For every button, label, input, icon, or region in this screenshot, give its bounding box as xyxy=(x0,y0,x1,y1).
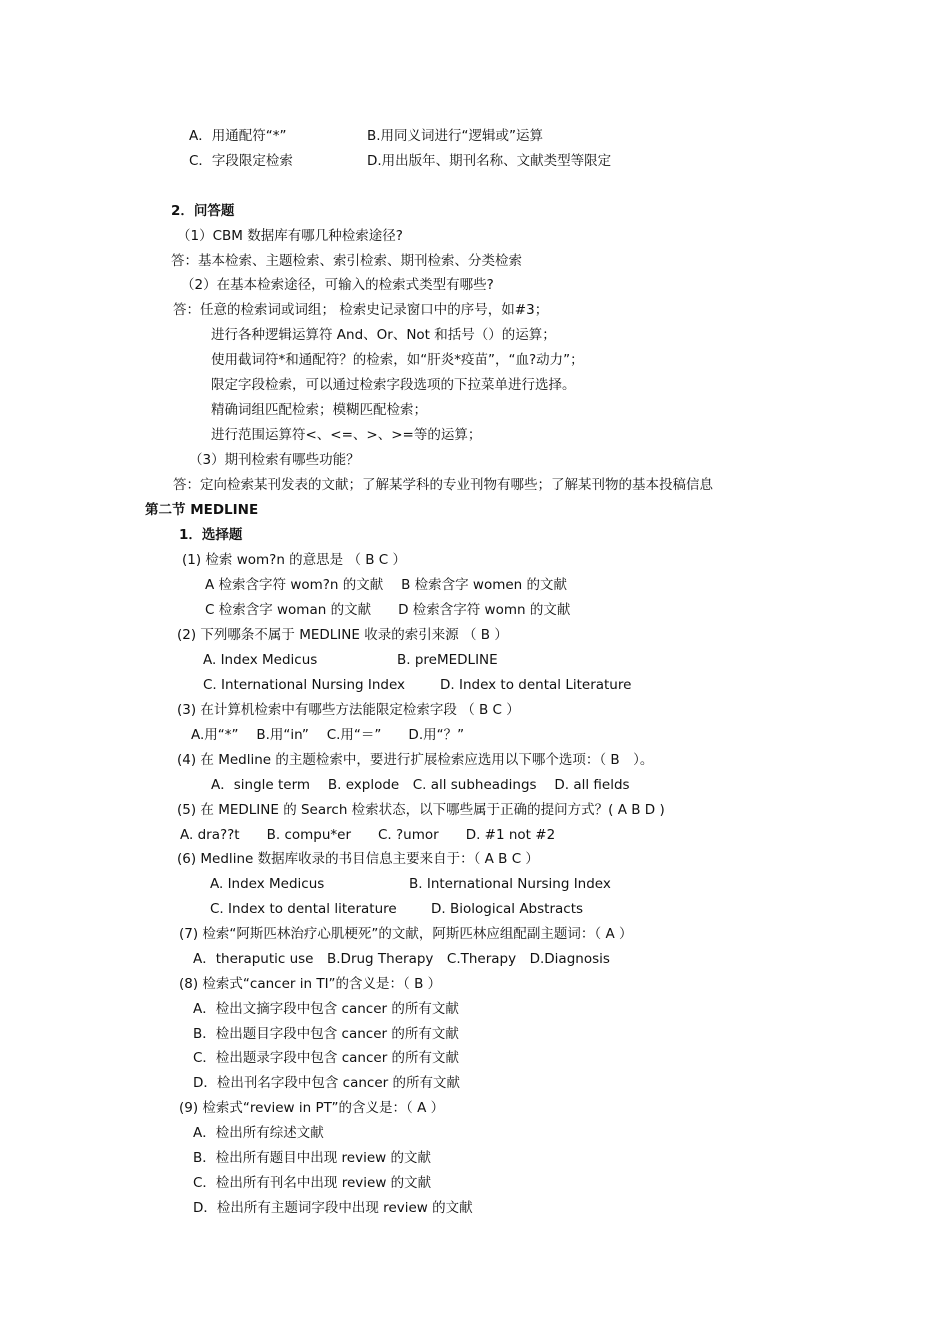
option-d: D.用出版年、期刊名称、文献类型等限定 xyxy=(367,153,612,169)
question-3-stem: (3) 在计算机检索中有哪些方法能限定检索字段 （ B C ） xyxy=(177,702,520,718)
question-8-option: D．检出刊名字段中包含 cancer 的所有文献 xyxy=(193,1075,461,1091)
question-8-option: B．检出题目字段中包含 cancer 的所有文献 xyxy=(193,1026,459,1042)
qa-answer-2-item: 进行范围运算符<、<=、>、>=等的运算； xyxy=(211,427,482,443)
question-2-option-b: B. preMEDLINE xyxy=(397,652,498,668)
question-6-stem: (6) Medline 数据库收录的书目信息主要来自于：（ A B C ） xyxy=(177,851,539,867)
question-4-stem: (4) 在 Medline 的主题检索中，要进行扩展检索应选用以下哪个选项：（ B ）。 xyxy=(177,752,654,768)
question-6-option-a: A. Index Medicus xyxy=(210,876,325,892)
question-9-option: C．检出所有刊名中出现 review 的文献 xyxy=(193,1175,432,1191)
option-c: C．字段限定检索 xyxy=(189,153,293,169)
question-6-option-c: C. Index to dental literature xyxy=(210,901,397,917)
question-3-options: A.用“*” B.用“in” C.用“＝” D.用“？” xyxy=(191,727,465,743)
question-9-option: D．检出所有主题词字段中出现 review 的文献 xyxy=(193,1200,473,1216)
qa-answer-1: 答：基本检索、主题检索、索引检索、期刊检索、分类检索 xyxy=(171,253,522,269)
question-1-stem: (1) 检索 wom?n 的意思是 （ B C ） xyxy=(182,552,407,568)
question-2-option-d: D. Index to dental Literature xyxy=(440,677,632,693)
qa-question-2: （2）在基本检索途径，可输入的检索式类型有哪些? xyxy=(181,277,494,293)
qa-heading: 2．问答题 xyxy=(171,203,235,219)
qa-question-1: （1）CBM 数据库有哪几种检索途径? xyxy=(177,228,403,244)
question-1-options-cd: C 检索含字 woman 的文献 D 检索含字符 womn 的文献 xyxy=(205,602,571,618)
question-2-option-a: A. Index Medicus xyxy=(203,652,318,668)
qa-answer-2-item: 进行各种逻辑运算符 And、Or、Not 和括号（）的运算； xyxy=(211,327,556,343)
qa-answer-2: 答：任意的检索词或词组； 检索史记录窗口中的序号，如#3； xyxy=(173,302,549,318)
qa-answer-2-item: 使用截词符*和通配符？的检索，如“肝炎*疫苗”，“血?动力”； xyxy=(211,352,584,368)
qa-answer-2-item: 限定字段检索，可以通过检索字段选项的下拉菜单进行选择。 xyxy=(211,377,576,393)
question-9-stem: (9) 检索式“review in PT”的含义是：（ A ） xyxy=(179,1100,445,1116)
option-b: B.用同义词进行“逻辑或”运算 xyxy=(367,128,544,144)
question-5-options: A. dra??t B. compu*er C. ?umor D. #1 not #2 xyxy=(180,827,556,843)
question-5-stem: (5) 在 MEDLINE 的 Search 检索状态，以下哪些属于正确的提问方式？( A B D ) xyxy=(177,802,665,818)
question-9-option: B．检出所有题目中出现 review 的文献 xyxy=(193,1150,431,1166)
qa-answer-3: 答：定向检索某刊发表的文献；了解某学科的专业刊物有哪些；了解某刊物的基本投稿信息 xyxy=(173,477,713,493)
section-title: 第二节 MEDLINE xyxy=(145,502,259,518)
question-7-stem: (7) 检索“阿斯匹林治疗心肌梗死”的文献，阿斯匹林应组配副主题词：（ A ） xyxy=(179,926,633,942)
qa-question-3: （3）期刊检索有哪些功能？ xyxy=(189,452,360,468)
question-1-options-ab: A 检索含字符 wom?n 的文献 B 检索含字 women 的文献 xyxy=(205,577,568,593)
question-6-option-d: D. Biological Abstracts xyxy=(431,901,584,917)
question-8-option: A．检出文摘字段中包含 cancer 的所有文献 xyxy=(193,1001,459,1017)
question-9-option: A．检出所有综述文献 xyxy=(193,1125,324,1141)
question-8-option: C．检出题录字段中包含 cancer 的所有文献 xyxy=(193,1050,460,1066)
question-2-stem: (2) 下列哪条不属于 MEDLINE 收录的索引来源 （ B ） xyxy=(177,627,508,643)
choice-heading: 1．选择题 xyxy=(179,527,243,543)
question-2-option-c: C. International Nursing Index xyxy=(203,677,406,693)
question-8-stem: (8) 检索式“cancer in TI”的含义是：（ B ） xyxy=(179,976,442,992)
qa-answer-2-item: 精确词组匹配检索；模糊匹配检索； xyxy=(211,402,427,418)
question-7-options: A．theraputic use B.Drug Therapy C.Therapy D.Diagnosis xyxy=(193,951,610,967)
question-6-option-b: B. International Nursing Index xyxy=(409,876,611,892)
option-a: A．用通配符“*” xyxy=(189,128,287,144)
question-4-options: A．single term B. explode C. all subheadings D. all fields xyxy=(211,777,630,793)
